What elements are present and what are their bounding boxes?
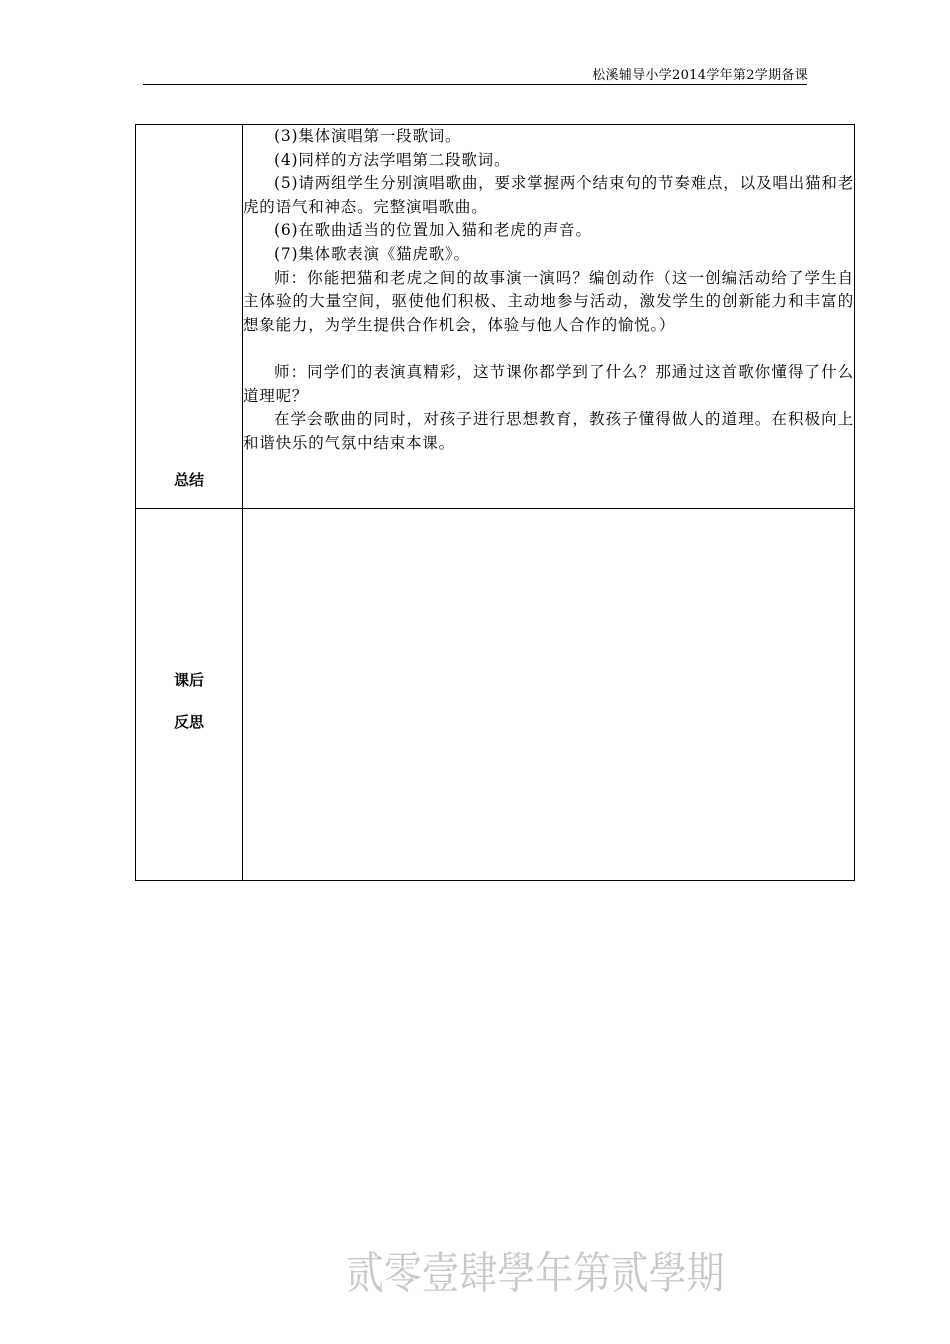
reflection-label-cell [136,509,243,881]
teacher-question-summary: 师：同学们的表演真精彩，这节课你都学到了什么？那通过这首歌你懂得了什么道理呢？ [243,362,854,405]
reflection-label-line1: 课后 [173,671,204,689]
header-rule [143,84,807,85]
step-5-text: (5)请两组学生分别演唱歌曲，要求掌握两个结束句的节奏难点，以及唱出猫和老虎的语气和神态。完整演唱歌曲。 [243,174,854,216]
reflection-content-cell[interactable] [243,509,855,881]
summary-label: 总结 [173,471,204,489]
step-4-text: (4)同样的方法学唱第二段歌词。 [274,150,511,169]
step-6-text: (6)在歌曲适当的位置加入猫和老虎的声音。 [274,221,592,240]
watermark-text: 贰零壹肆學年第贰學期 [346,1248,725,1299]
step-3-text: (3)集体演唱第一段歌词。 [274,127,462,145]
lesson-plan-table [135,124,855,881]
summary-row [136,125,855,509]
reflection-row [136,509,855,881]
teacher-question-perform: 师：你能把猫和老虎之间的故事演一演吗？编创动作（这一创编活动给了学生自主体验的大量空间，驱使他们积极、主动地参与活动，激发学生的创新能力和丰富的想象能力，为学生提供合作机会，体验与他人合作的愉悦。） [243,268,854,334]
step-7-text: (7)集体歌表演《猫虎歌》。 [274,244,470,263]
summary-content-cell [243,125,855,509]
summary-label-cell [136,125,243,509]
page-header-title: 松溪辅导小学2014学年第2学期备课 [592,68,808,83]
reflection-label [136,659,242,743]
reflection-label-line2: 反思 [173,713,204,731]
closing-text: 在学会歌曲的同时，对孩子进行思想教育，教孩子懂得做人的道理。在积极向上和谐快乐的气氛中结束本课。 [243,410,854,452]
